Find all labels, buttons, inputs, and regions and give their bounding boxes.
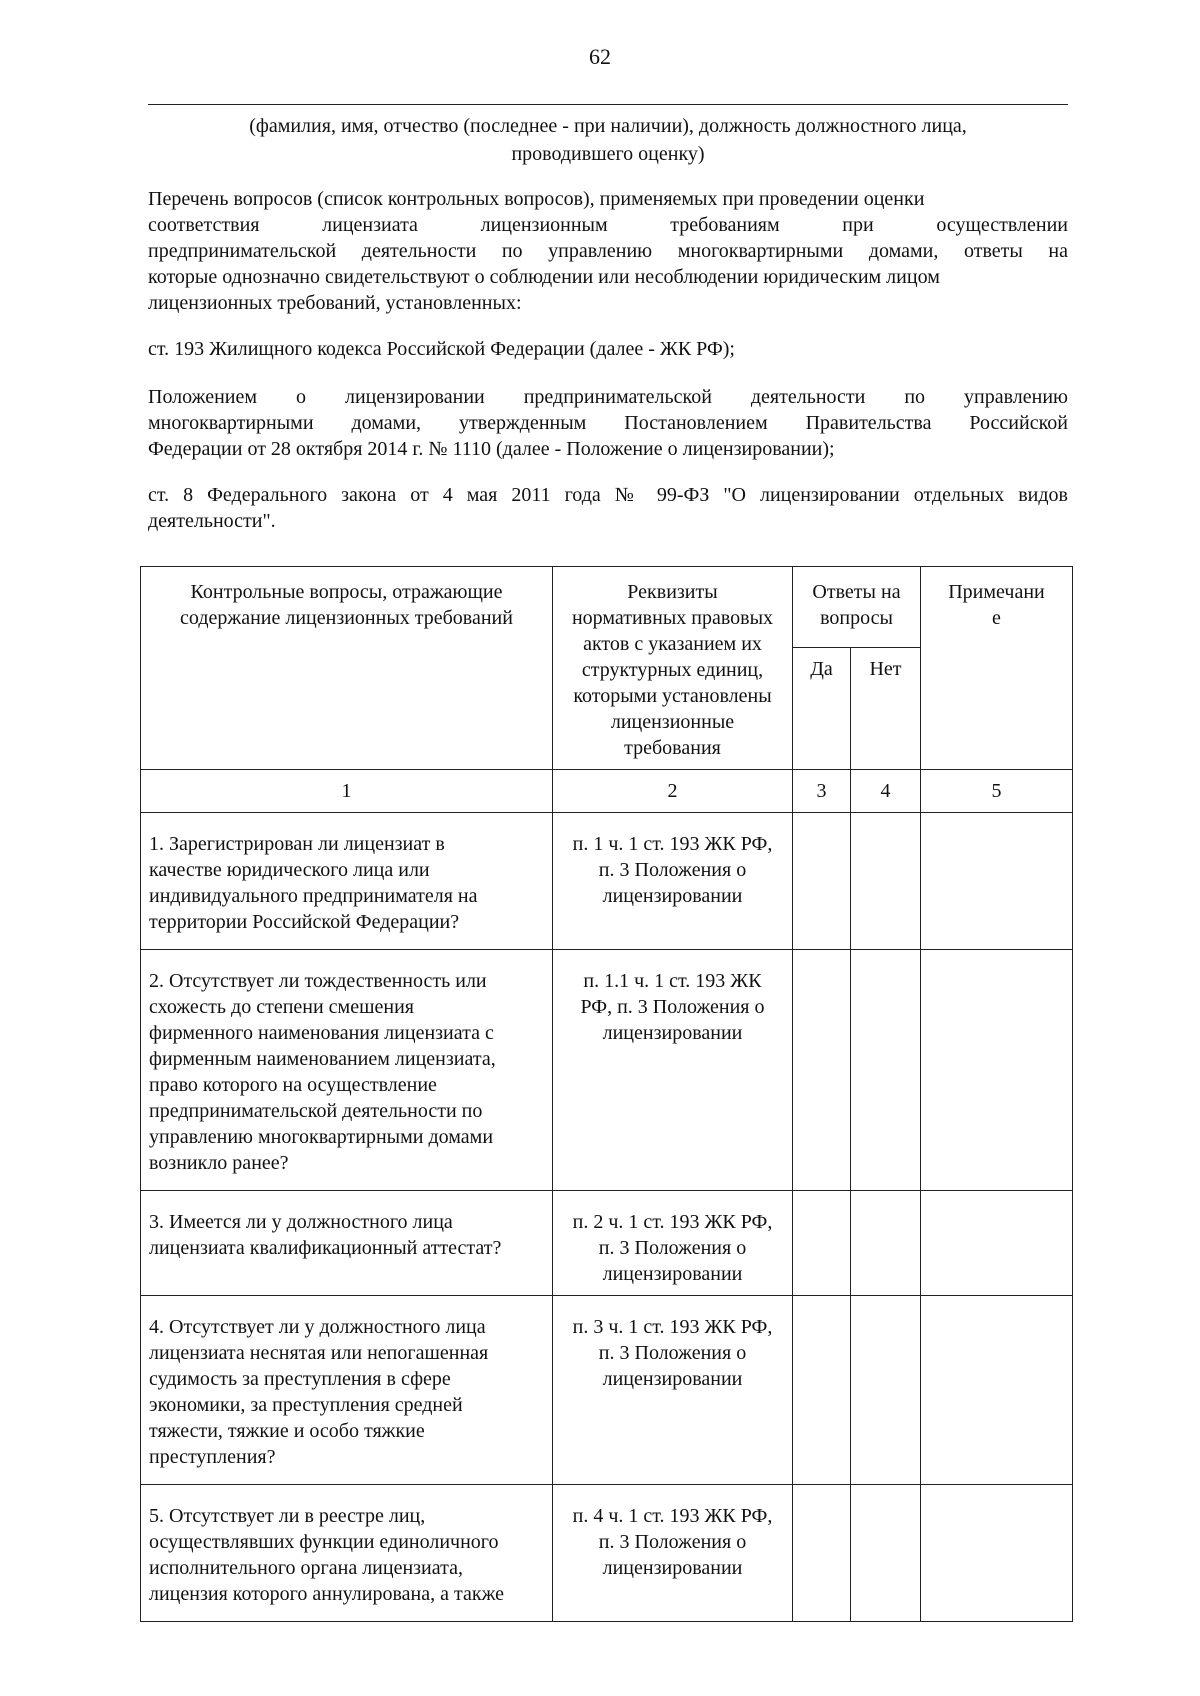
requisite-text: п. 2 ч. 1 ст. 193 ЖК РФ, п. 3 Положения о лицензировании — [572, 1211, 773, 1285]
answer-yes-cell[interactable] — [793, 1191, 851, 1296]
intro-line: соответствия лицензиата лицензионным требованиям при осуществлении — [148, 214, 1068, 236]
answer-no-cell[interactable] — [851, 1485, 921, 1622]
checklist-table — [140, 566, 1073, 1622]
header-notes: Примечани е — [921, 567, 1073, 770]
answer-yes-cell[interactable] — [793, 1296, 851, 1485]
table-row — [141, 1296, 1073, 1485]
table-row — [141, 1191, 1073, 1296]
requisite-cell — [553, 950, 793, 1191]
header-requisites: Реквизиты нормативных правовых актов с указанием их структурных единиц, которыми установлены лицензионные требования — [553, 567, 793, 770]
basis-line: Федерации от 28 октября 2014 г. № 1110 (далее - Положение о лицензировании); — [148, 438, 835, 460]
notes-cell[interactable] — [921, 1296, 1073, 1485]
requisite-text: п. 1.1 ч. 1 ст. 193 ЖК РФ, п. 3 Положения о лицензировании — [580, 970, 765, 1044]
question-text: 3. Имеется ли у должностного лица лицензиата квалификационный аттестат? — [149, 1211, 502, 1259]
requisite-text: п. 4 ч. 1 ст. 193 ЖК РФ, п. 3 Положения о лицензировании — [572, 1505, 773, 1579]
notes-cell[interactable] — [921, 1191, 1073, 1296]
basis-item-regulation — [148, 384, 1068, 462]
answer-yes-cell[interactable] — [793, 950, 851, 1191]
header-yes: Да — [793, 648, 851, 770]
requisite-text: п. 1 ч. 1 ст. 193 ЖК РФ, п. 3 Положения о лицензировании — [572, 833, 773, 907]
basis-line: ст. 193 Жилищного кодекса Российской Федерации (далее - ЖК РФ); — [148, 338, 735, 360]
answer-yes-cell[interactable] — [793, 1485, 851, 1622]
caption — [148, 112, 1068, 168]
notes-cell[interactable] — [921, 813, 1073, 950]
basis-line: деятельности". — [148, 510, 276, 532]
notes-cell[interactable] — [921, 950, 1073, 1191]
column-number: 1 — [141, 770, 553, 813]
column-number-row — [141, 770, 1073, 813]
question-cell — [141, 813, 553, 950]
notes-cell[interactable] — [921, 1485, 1073, 1622]
question-cell — [141, 1191, 553, 1296]
table-row — [141, 1485, 1073, 1622]
requisite-cell — [553, 1296, 793, 1485]
basis-item-federal-law — [148, 482, 1068, 534]
header-answers: Ответы на вопросы — [793, 567, 921, 648]
intro-paragraph — [148, 186, 1068, 316]
caption-line: (фамилия, имя, отчество (последнее - при наличии), должность должностного лица, — [249, 115, 967, 137]
table-row — [141, 950, 1073, 1191]
answer-no-cell[interactable] — [851, 950, 921, 1191]
page-number: 62 — [589, 44, 611, 69]
requisite-cell — [553, 1485, 793, 1622]
question-cell — [141, 950, 553, 1191]
column-number: 5 — [921, 770, 1073, 813]
question-cell — [141, 1485, 553, 1622]
header-row — [141, 567, 1073, 648]
answer-yes-cell[interactable] — [793, 813, 851, 950]
requisite-cell — [553, 813, 793, 950]
question-text: 1. Зарегистрирован ли лицензиат в качестве юридического лица или индивидуального предпринимателя на территории Российской Федерации? — [149, 833, 478, 933]
answer-no-cell[interactable] — [851, 1296, 921, 1485]
requisite-cell — [553, 1191, 793, 1296]
intro-line: которые однозначно свидетельствуют о соблюдении или несоблюдении юридическим лицом — [148, 266, 940, 288]
basis-line: ст. 8 Федерального закона от 4 мая 2011 года № 99-ФЗ "О лицензировании отдельных видов — [148, 484, 1068, 506]
requisite-text: п. 3 ч. 1 ст. 193 ЖК РФ, п. 3 Положения о лицензировании — [572, 1316, 773, 1390]
intro-line: лицензионных требований, установленных: — [148, 292, 522, 314]
basis-item-zhk — [148, 336, 1068, 362]
basis-line: многоквартирными домами, утвержденным Постановлением Правительства Российской — [148, 412, 1068, 434]
table-row — [141, 813, 1073, 950]
column-number: 3 — [793, 770, 851, 813]
column-number: 4 — [851, 770, 921, 813]
question-text: 4. Отсутствует ли у должностного лица лицензиата неснятая или непогашенная судимость за преступления в сфере экономики, за преступления средней тяжести, тяжкие и особо тяжкие преступления? — [149, 1316, 489, 1468]
header-no: Нет — [851, 648, 921, 770]
caption-line: проводившего оценку) — [511, 143, 705, 165]
answer-no-cell[interactable] — [851, 813, 921, 950]
answer-no-cell[interactable] — [851, 1191, 921, 1296]
header-questions: Контрольные вопросы, отражающие содержание лицензионных требований — [141, 567, 553, 770]
column-number: 2 — [553, 770, 793, 813]
question-text: 5. Отсутствует ли в реестре лиц, осуществлявших функции единоличного исполнительного органа лицензиата, лицензия которого аннулирована, а также — [149, 1505, 504, 1605]
intro-line: Перечень вопросов (список контрольных вопросов), применяемых при проведении оценки — [148, 188, 925, 210]
intro-line: предпринимательской деятельности по управлению многоквартирными домами, ответы на — [148, 240, 1068, 262]
signature-line — [148, 104, 1068, 105]
question-text: 2. Отсутствует ли тождественность или схожесть до степени смешения фирменного наименования лицензиата с фирменным наименованием лицензиата, право которого на осуществление предпринимательской деятельности по управлению многоквартирными домами возникло ранее? — [149, 970, 496, 1174]
basis-line: Положением о лицензировании предпринимательской деятельности по управлению — [148, 386, 1068, 408]
question-cell — [141, 1296, 553, 1485]
